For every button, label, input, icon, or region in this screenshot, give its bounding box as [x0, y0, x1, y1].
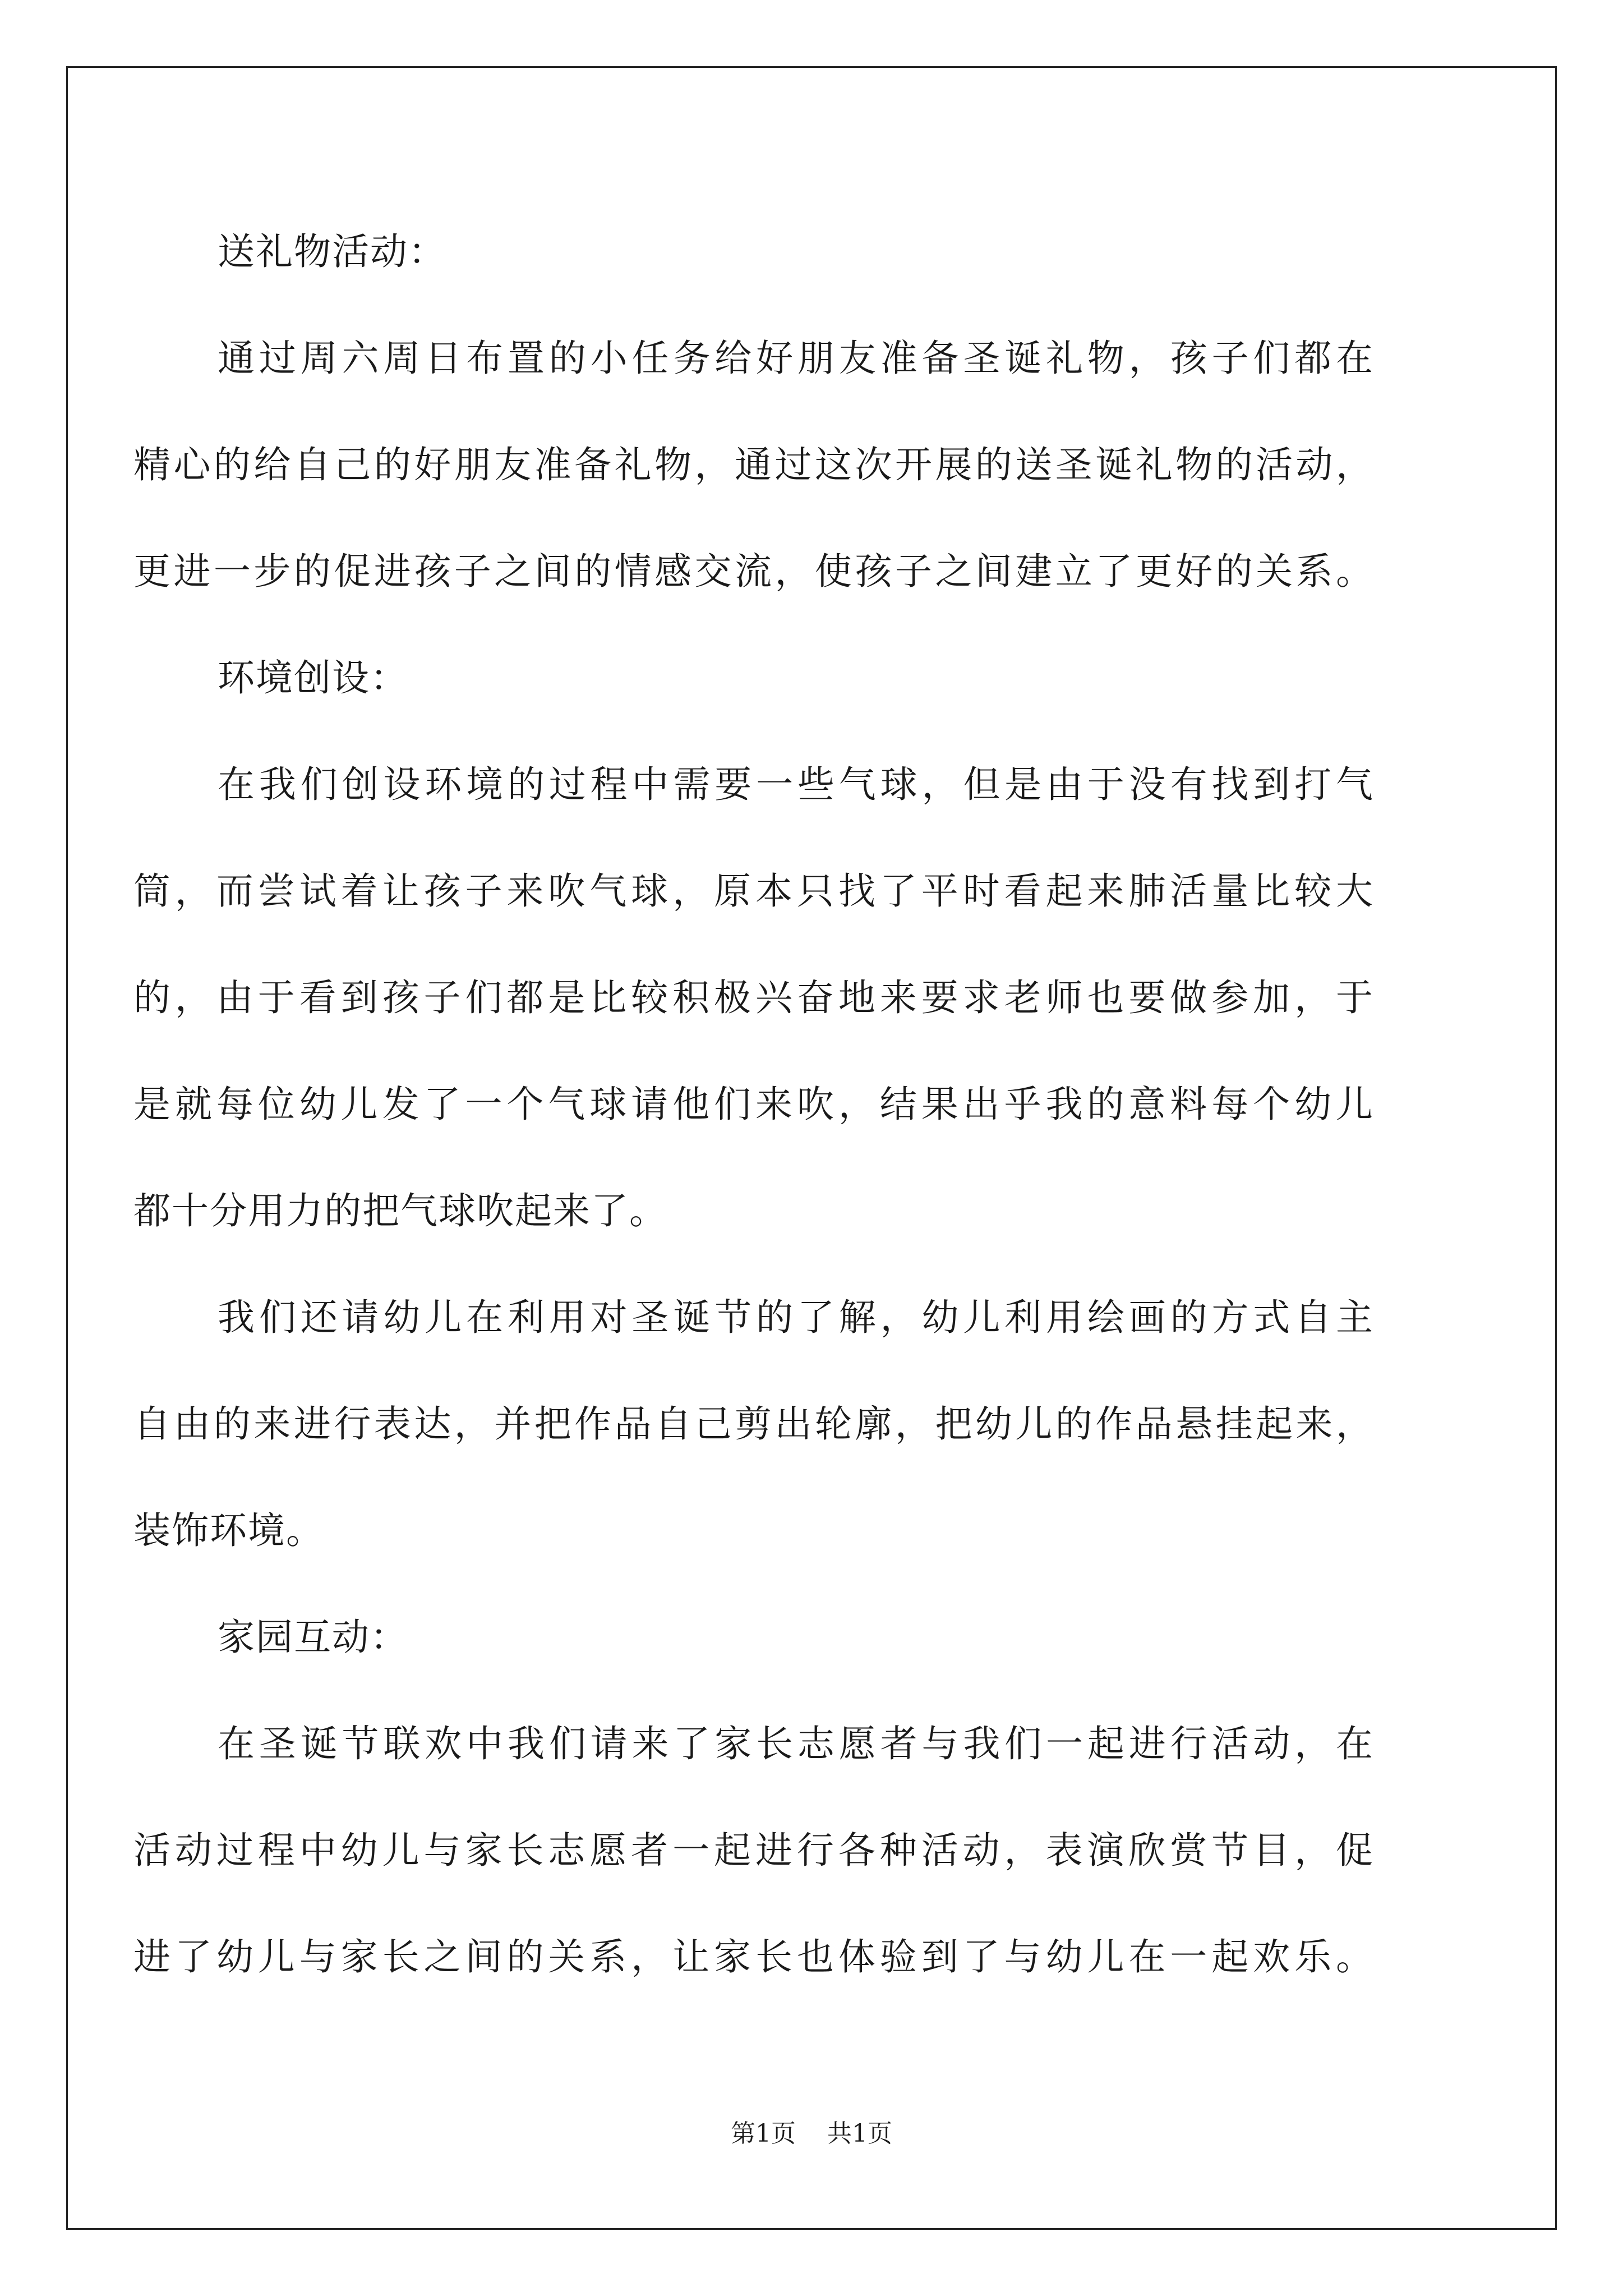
paragraph-line: 活动过程中幼儿与家长志愿者一起进行各种活动，表演欣赏节目，促	[133, 1829, 1374, 1872]
paragraph-line: 自由的来进行表达，并把作品自己剪出轮廓，把幼儿的作品悬挂起来，	[133, 1402, 1374, 1446]
paragraph-line: 更进一步的促进孩子之间的情感交流，使孩子之间建立了更好的关系。	[133, 550, 1374, 593]
paragraph-line: 在圣诞节联欢中我们请来了家长志愿者与我们一起进行活动，在	[218, 1722, 1374, 1765]
page-footer	[0, 2119, 1623, 2148]
section-heading-gifts: 送礼物活动：	[218, 230, 446, 273]
paragraph-line: 在我们创设环境的过程中需要一些气球，但是由于没有找到打气	[218, 763, 1374, 806]
paragraph-line: 都十分用力的把气球吹起来了。	[133, 1189, 667, 1232]
paragraph-line: 进了幼儿与家长之间的关系，让家长也体验到了与幼儿在一起欢乐。	[133, 1935, 1374, 1978]
page-border	[66, 66, 1557, 2230]
paragraph-line: 的，由于看到孩子们都是比较积极兴奋地来要求老师也要做参加，于	[133, 976, 1374, 1019]
page-number-total: 共1页	[827, 2119, 892, 2148]
paragraph-line: 我们还请幼儿在利用对圣诞节的了解，幼儿利用绘画的方式自主	[218, 1296, 1374, 1339]
section-heading-home-school: 家园互动：	[218, 1616, 408, 1659]
paragraph-line: 筒，而尝试着让孩子来吹气球，原本只找了平时看起来肺活量比较大	[133, 869, 1374, 913]
paragraph-line: 装饰环境。	[133, 1509, 324, 1552]
paragraph-line: 精心的给自己的好朋友准备礼物，通过这次开展的送圣诞礼物的活动，	[133, 443, 1374, 486]
page-number-current: 第1页	[731, 2119, 796, 2148]
section-heading-environment: 环境创设：	[218, 656, 408, 700]
paragraph-line: 是就每位幼儿发了一个气球请他们来吹，结果出乎我的意料每个幼儿	[133, 1083, 1374, 1126]
paragraph-line: 通过周六周日布置的小任务给好朋友准备圣诞礼物，孩子们都在	[218, 337, 1374, 380]
